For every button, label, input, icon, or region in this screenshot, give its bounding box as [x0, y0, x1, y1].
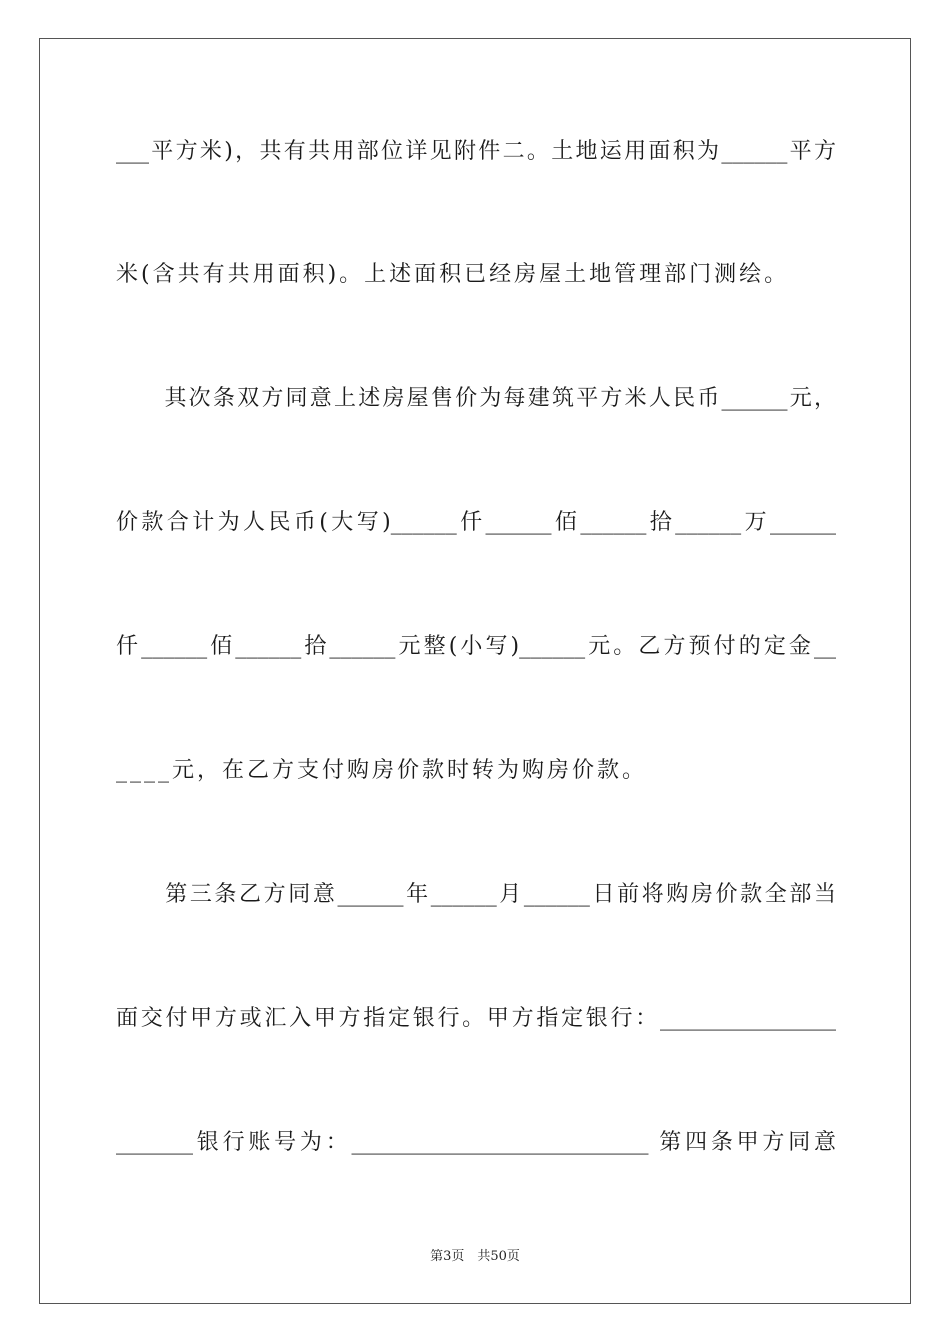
document-line-3: 其次条双方同意上述房屋售价为每建筑平方米人民币______元， [116, 386, 836, 411]
document-line-8: 面交付甲方或汇入甲方指定银行。甲方指定银行：________________ [116, 1006, 836, 1031]
document-line-7: 第三条乙方同意______年______月______日前将购房价款全部当 [116, 882, 836, 907]
document-line-1: ___平方米)，共有共用部位详见附件二。土地运用面积为______平方 [116, 139, 836, 164]
document-line-6: ____元，在乙方支付购房价款时转为购房价款。 [116, 758, 648, 783]
document-line-2: 米(含共有共用面积)。上述面积已经房屋土地管理部门测绘。 [116, 262, 790, 287]
document-line-9: _______银行账号为：___________________________ 第四条甲方同意 [116, 1130, 836, 1155]
document-line-4: 价款合计为人民币(大写)______仟______佰______拾______万______ [116, 510, 836, 535]
document-line-5: 仟______佰______拾______元整(小写)______元。乙方预付的定金__ [116, 634, 836, 659]
page-number-footer: 第3页 共50页 [430, 1249, 520, 1264]
page-border [39, 38, 911, 1304]
